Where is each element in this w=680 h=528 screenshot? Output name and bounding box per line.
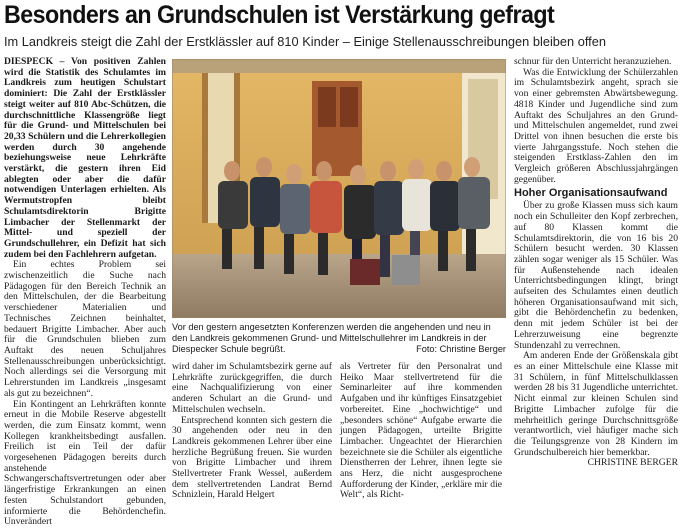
conference-room-photo xyxy=(172,59,506,318)
section-heading: Hoher Organisationsaufwand xyxy=(514,187,668,200)
caption-text: Vor den gestern angesetzten Konferenzen werden die angehenden und neu in den Landkreis gekommenen Grund- und Mittelschullehrer im Landkreis in der Diespecker Schule begrüßt. xyxy=(172,322,491,354)
body-paragraph: Ein Kontingent an Lehrkräften konnte erneut in die Mobile Reserve abgestellt werden, die zum Einsatz kommt, wenn Kollegen krankheitsbedingt ausfallen. Freilich ist ein Teil der dafür vorgesehenen Pädagogen bereits durch anstehende Schwangerschaftsvertretungen oder aber längerfristige Erkrankungen an einen festen Schulstandort gebunden, informierte die Behördenchefin. Unverändert xyxy=(4,398,166,528)
lead-paragraph xyxy=(4,57,166,260)
column-1 xyxy=(4,57,166,528)
photo-caption xyxy=(172,322,506,354)
column-3 xyxy=(340,362,502,501)
body-paragraph: Was die Entwicklung der Schülerzahlen im Schulamtsbezirk angeht, sprach sie von einer gebremsten Abwärtsbewegung. 4818 Kinder und Jugendliche sind zum Auftakt des Schuljahres an den Grund- und Mittelschulen angemeldet, rund zwei Drittel von ihnen besuchen die erste bis vierte Jahrgangsstufe. Noch stehen die steigenden Erstklass-Zahlen den im Vergleich größeren Abschlussjahrgängen gegenüber. xyxy=(514,66,678,185)
headline: Besonders an Grundschulen ist Verstärkung gefragt xyxy=(4,1,555,29)
body-paragraph: Ein echtes Problem sei zwischenzeitlich die Suche nach Pädagogen für den Bereich Technik an den Mittelschulen, der die Bearbeitung verschiedener Materialien und Technisches Zeichnen beinhaltet, bedauert Brigitte Limbacher. Aber auch für die Grundschulen blieben zum Auftakt des neuen Schuljahres Stellenausschreibungen unberücksichtigt. Noch allerdings sei die Versorgung mit Lehrerstunden im Landkreis „insgesamt als gut zu bezeichnen“. xyxy=(4,259,166,399)
dateline: DIESPECK – xyxy=(4,56,65,67)
lead-text: Von positiven Zahlen wird die Statistik des Schulamtes im Landkreis zum heutigen Schulstart dominiert: Die Zahl der Erstklässler steigt weiter auf 810 Abc-Schützen, die durchschnittliche Klassengröße liegt für die Grund- und Mittelschulen bei 20,33 Schülern und die Lehrerkollegien werden durch 30 angehende beziehungsweise neue Lehrkräfte verstärkt, die gestern ihren Eid ablegten oder aber die dafür notwendigen Unterlagen erhielten. Als Wermutstropfen bleibt Schulamtsdirektorin Brigitte Limbacher der Stellenmarkt der Mittel- und speziell der Grundschullehrer, ein Defizit hat sich zudem bei den Fachlehrern aufgetan. xyxy=(4,56,166,260)
body-paragraph: Entsprechend konnten sich gestern die 30 angehenden oder neu in den Landkreis gekommenen Lehrer über eine herzliche Begrüßung freuen. Sie wurden von Brigitte Limbacher und ihrem Stellvertreter Frank Wessel, außerdem dem stellvertretenden Landrat Bernd Schnizlein, Harald Helgert xyxy=(172,414,332,501)
byline: CHRISTINE BERGER xyxy=(587,457,678,469)
body-paragraph: als Vertreter für den Personalrat und Heiko Maar stellvertretend für die Seminarleiter auf ihre kommenden Aufgaben und ihr künftiges Einsatzgebiet vorbereitet. Eine „hochwichtige“ und „besonders schöne“ Aufgabe erwarte die jungen Pädagogen, urteilte Brigitte Limbacher. Ungeachtet der Hierarchien bezeichnete sie die Schüler als eigentliche Dienstherren der Lehrer, ihnen legte sie ans Herz, die nicht ausgesprochene Aufforderung der Kinder, „erkläre mir die Welt“, als Richt- xyxy=(340,361,502,501)
body-paragraph: Am anderen Ende der Größenskala gibt es an einer Mittelschule eine Klasse mit 31 Schülern, in fünf Mittelschulklassen werden 28 bis 31 Jugendliche unterrichtet. Nicht einmal zur kleinen Schulen sind Brigitte Limbacher zufolge für die mehrheitlich geringe Durchschnittsgröße verantwortlich, viel häufiger mache sich die Teilungsgrenze von 28 Kindern im Grundschulbereich hier bemerkbar. xyxy=(514,350,678,458)
subheadline: Im Landkreis steigt die Zahl der Erstklässler auf 810 Kinder – Einige Stellenausschreibungen bleiben offen xyxy=(4,34,606,49)
column-4 xyxy=(514,57,678,469)
body-paragraph: wird daher im Schulamtsbezirk gerne auf Lehrkräfte zurückgegriffen, die durch eine Nachqualifizierung von einer anderen Schulart an die Grund- und Mittelschulen wechseln. xyxy=(172,361,332,415)
column-2 xyxy=(172,362,332,501)
photo-credit: Foto: Christine Berger xyxy=(416,343,506,354)
body-paragraph: schnur für den Unterricht heranzuziehen. xyxy=(514,56,672,67)
article-photo xyxy=(172,59,506,318)
body-paragraph: Über zu große Klassen muss sich kaum noch ein Schulleiter den Kopf zerbrechen, auf 80 Klassen kommt die Schulamtsdirektorin, die von 16 bis 20 Schülern besucht werden. 30 Klassen zählen sogar weniger als 15 Schüler. Was für Außenstehende nach idealen Unterrichtsbedingungen klingt, bringt aufseiten des Schulamtes einen deutlich höheren Organisationsaufwand mit sich, gibt die Behördenchefin zu bedenken, denn mit jedem Schüler ist bei der Lehrerzuweisung eine begrenzte Stundenzahl zu verrechnen. xyxy=(514,200,678,351)
